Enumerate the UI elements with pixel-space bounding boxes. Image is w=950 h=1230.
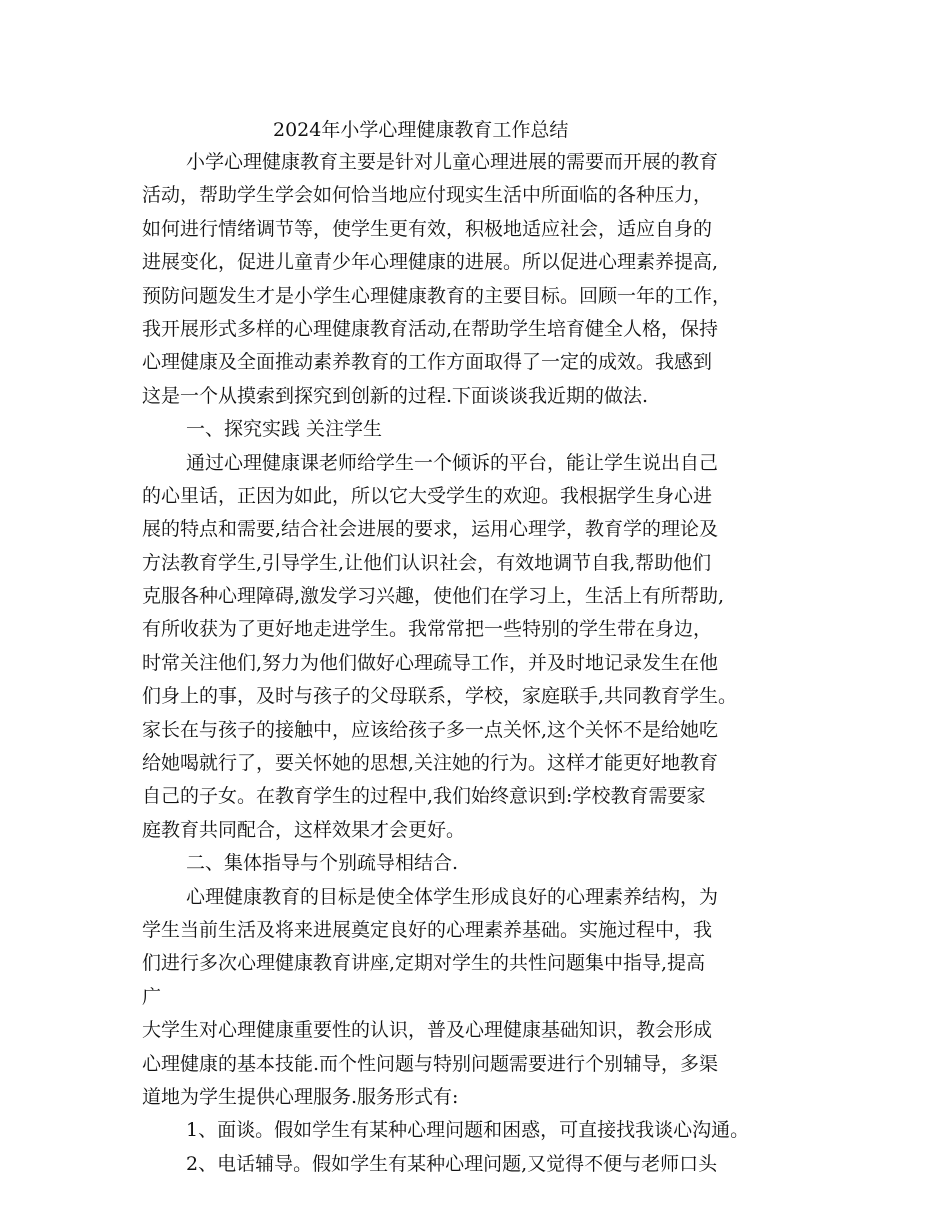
section-heading: 二、集体指导与个别疏导相结合. [186, 852, 459, 875]
document-title: 2024年小学心理健康教育工作总结 [273, 119, 569, 141]
paragraph-line: 们进行多次心理健康教育讲座,定期对学生的共性问题集中指导,提高 [142, 952, 706, 975]
paragraph-line: 进展变化，促进儿童青少年心理健康的进展。所以促进心理素养提高, [142, 251, 719, 274]
paragraph-line: 方法教育学生,引导学生,让他们认识社会，有效地调节自我,帮助他们 [142, 551, 712, 574]
paragraph-line: 活动，帮助学生学会如何恰当地应付现实生活中所面临的各种压力， [142, 184, 713, 207]
paragraph-line: 家长在与孩子的接触中，应该给孩子多一点关怀,这个关怀不是给她吃 [142, 718, 719, 741]
paragraph-line: 展的特点和需要,结合社会进展的要求，运用心理学，教育学的理论及 [142, 518, 719, 541]
paragraph-line: 的心里话，正因为如此，所以它大受学生的欢迎。我根据学生身心进 [142, 484, 713, 507]
paragraph-line: 克服各种心理障碍,激发学习兴趣，使他们在学习上，生活上有所帮助, [142, 585, 725, 608]
paragraph-line: 大学生对心理健康重要性的认识，普及心理健康基础知识，教会形成 [142, 1019, 713, 1042]
paragraph-line: 通过心理健康课老师给学生一个倾诉的平台，能让学生说出自己 [186, 451, 719, 474]
paragraph-line: 们身上的事，及时与孩子的父母联系，学校，家庭联手,共同教育学生。 [142, 685, 738, 708]
paragraph-line: 学生当前生活及将来进展奠定良好的心理素养基础。实施过程中，我 [142, 918, 713, 941]
list-item: 1、面谈。假如学生有某种心理问题和困惑，可直接找我谈心沟通。 [186, 1119, 750, 1142]
section-heading: 一、探究实践 关注学生 [186, 418, 383, 441]
list-item: 2、电话辅导。假如学生有某种心理问题,又觉得不便与老师口头 [186, 1152, 718, 1175]
paragraph-line: 庭教育共同配合，这样效果才会更好。 [142, 818, 466, 841]
paragraph-line: 时常关注他们,努力为他们做好心理疏导工作，并及时地记录发生在他 [142, 651, 719, 674]
paragraph-line: 小学心理健康教育主要是针对儿童心理进展的需要而开展的教育 [186, 151, 719, 173]
paragraph-line: 我开展形式多样的心理健康教育活动,在帮助学生培育健全人格，保持 [142, 317, 719, 340]
paragraph-line: 道地为学生提供心理服务.服务形式有: [142, 1085, 459, 1108]
paragraph-line: 这是一个从摸索到探究到创新的过程.下面谈谈我近期的做法. [142, 384, 649, 407]
paragraph-line: 有所收获为了更好地走进学生。我常常把一些特别的学生带在身边， [142, 618, 713, 641]
paragraph-line: 给她喝就行了，要关怀她的思想,关注她的行为。这样才能更好地教育 [142, 752, 719, 775]
paragraph-line: 预防问题发生才是小学生心理健康教育的主要目标。回顾一年的工作， [142, 284, 732, 307]
paragraph-line: 心理健康教育的目标是使全体学生形成良好的心理素养结构，为 [186, 885, 719, 908]
paragraph-line: 如何进行情绪调节等，使学生更有效，积极地适应社会，适应自身的 [142, 217, 713, 240]
paragraph-line: 广 [142, 985, 162, 1008]
document-body [142, 146, 842, 1181]
paragraph-line: 心理健康及全面推动素养教育的工作方面取得了一定的成效。我感到 [142, 351, 713, 374]
paragraph-line: 心理健康的基本技能.而个性问题与特别问题需要进行个别辅导，多渠 [142, 1052, 719, 1075]
paragraph-line: 自己的子女。在教育学生的过程中,我们始终意识到:学校教育需要家 [142, 785, 706, 808]
